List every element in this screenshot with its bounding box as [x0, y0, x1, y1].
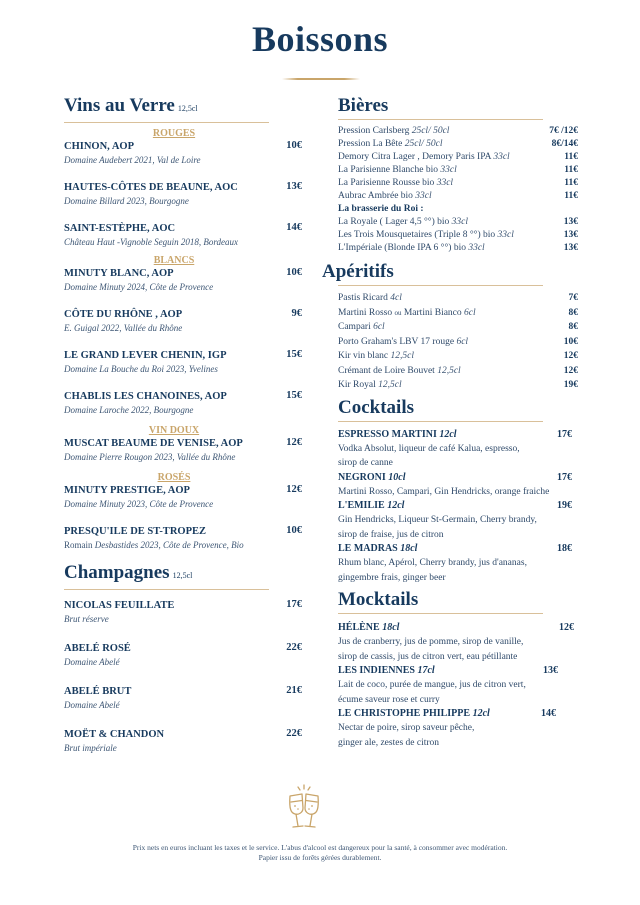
cocktail-item [338, 542, 578, 585]
wine-price: 15€ [286, 349, 302, 360]
mocktail-title [338, 664, 578, 678]
champagne-item [64, 685, 304, 712]
wine-desc: Château Haut -Vignoble Seguin 2018, Bordeaux [64, 237, 238, 247]
wine-desc: Domaine La Bouche du Roi 2023, Yvelines [64, 364, 218, 374]
champagne-item [64, 642, 304, 669]
aperitif-price: 19€ [563, 380, 578, 390]
wine-desc: Domaine Billard 2023, Bourgogne [64, 196, 189, 206]
brasserie-heading: La brasserie du Roi : [338, 204, 424, 214]
aperitif-name: Pastis Ricard [338, 293, 391, 303]
champagnes-unit: 12,5cl [172, 571, 193, 580]
biere-volume: 33cl [440, 165, 457, 175]
aperitif-volume: 6cl [373, 322, 385, 332]
footer-legal: Prix nets en euros incluant les taxes et le service. L'abus d'alcool est dangereux pour la santé, à consommer avec modération. [132, 843, 508, 852]
wine-name: MUSCAT BEAUME DE VENISE, AOP [64, 438, 243, 449]
aperitif-volume: 12,5cl [437, 365, 461, 376]
biere-row [338, 229, 578, 242]
wine-item [64, 222, 304, 249]
mocktail-volume: 18cl [382, 622, 400, 633]
aperitif-name: Kir vin blanc [338, 351, 391, 361]
page-title: Boissons [251, 19, 389, 59]
biere-row [338, 125, 578, 138]
champagne-name: NICOLAS FEUILLATE [64, 600, 175, 611]
aperitif-volume: 12,5cl [390, 351, 414, 361]
mocktail-price: 14€ [541, 708, 556, 719]
wine-name: CHABLIS LES CHANOINES, AOP [64, 391, 227, 402]
bieres-section [322, 95, 578, 255]
rouges-list [64, 140, 304, 249]
biere-price: 11€ [564, 165, 578, 175]
aperitif-price: 10€ [563, 336, 578, 347]
wine-item [64, 437, 304, 464]
cocktail-price: 17€ [557, 428, 572, 440]
aperitif-name: Kir Royal [338, 380, 379, 390]
doux-heading: VIN DOUX [148, 425, 200, 436]
biere-row [338, 151, 578, 164]
wine-item [64, 525, 304, 552]
mocktail-desc: Lait de coco, purée de mangue, jus de citron vert, [338, 680, 526, 690]
biere-volume: 33cl [415, 191, 432, 201]
biere-price: 13€ [563, 230, 578, 240]
cocktail-name: NEGRONI [338, 471, 389, 483]
champagne-desc: Brut impériale [64, 743, 117, 753]
footer-paper: Papier issu de forêts gérées durablement. [258, 853, 382, 862]
vins-divider [64, 122, 269, 123]
biere-volume: 33cl [497, 230, 514, 240]
aperitif-name: Porto Graham's LBV 17 rouge [338, 336, 457, 347]
cocktail-name: ESPRESSO MARTINI [338, 428, 440, 440]
wine-item [64, 140, 304, 167]
rouges-heading: ROUGES [152, 128, 196, 139]
biere-volume: 25cl/ 50cl [411, 126, 450, 136]
biere-price: 11€ [564, 178, 578, 188]
cocktails-divider [338, 421, 543, 422]
mocktail-desc: ginger ale, zestes de citron [338, 737, 440, 748]
aperitifs-divider [338, 285, 543, 286]
champagnes-title [64, 562, 304, 587]
biere-row [338, 177, 578, 190]
cocktail-title [338, 471, 578, 485]
aperitif-row [338, 291, 578, 306]
mocktail-name: LE CHRISTOPHE PHILIPPE [338, 708, 473, 719]
biere-name: Aubrac Ambrée bio [338, 191, 416, 201]
cocktail-name: L'EMILIE [338, 500, 388, 511]
champagne-item [64, 599, 304, 626]
aperitifs-list [322, 291, 578, 393]
cocktail-item [338, 499, 578, 542]
biere-name: L'Impériale (Blonde IPA 6 °°) bio [338, 243, 469, 253]
biere-volume: 33cl [493, 152, 510, 162]
bieres-title: Bières [338, 95, 389, 116]
cocktail-desc: Martini Rosso, Campari, Gin Hendricks, orange fraiche [338, 486, 550, 497]
cocktail-price: 17€ [557, 471, 572, 483]
champagne-item [64, 728, 304, 755]
vins-unit: 12,5cl [177, 104, 198, 113]
cocktail-title [338, 428, 578, 442]
wine-item [64, 349, 304, 376]
aperitif-name: Crémant de Loire Bouvet [338, 365, 438, 376]
cocktail-desc: sirop de fraise, jus de citron [338, 529, 444, 540]
wine-desc: Domaine Laroche 2022, Bourgogne [64, 405, 194, 415]
biere-name: La Royale ( Lager 4,5 °°) bio [338, 217, 452, 227]
wine-item [64, 267, 304, 294]
footer [0, 843, 640, 863]
bieres-divider [338, 119, 543, 120]
mocktails-section [322, 589, 578, 750]
biere-row [338, 216, 578, 229]
champagne-desc: Domaine Abelé [64, 700, 120, 710]
biere-volume: 33cl [468, 243, 485, 253]
aperitif-price: 12€ [563, 351, 578, 361]
champagne-name: MOËT & CHANDON [64, 729, 165, 740]
left-column [64, 95, 304, 771]
mocktail-desc: Nectar de poire, sirop saveur pêche, [338, 723, 475, 733]
champagnes-section [64, 562, 304, 755]
wine-desc-plain: Romain [64, 540, 95, 550]
cocktail-volume: 12cl [439, 428, 457, 440]
aperitif-row [338, 349, 578, 364]
champagne-name: ABELÉ BRUT [64, 686, 132, 697]
champagne-name: ABELÉ ROSÉ [64, 643, 131, 654]
aperitif-row [338, 320, 578, 335]
title-divider [282, 78, 360, 80]
mocktail-price: 13€ [543, 665, 558, 676]
mocktails-divider [338, 613, 543, 614]
mocktail-desc: écume saveur rose et curry [338, 694, 440, 705]
biere-price: 13€ [563, 243, 578, 253]
aperitif-volume: 4cl [390, 293, 402, 303]
biere-row [338, 242, 578, 255]
wine-price: 10€ [286, 140, 302, 151]
biere-row [338, 164, 578, 177]
wine-desc: Domaine Minuty 2024, Côte de Provence [64, 282, 214, 292]
wine-desc: Domaine Pierre Rougon 2023, Vallée du Rhône [64, 452, 236, 462]
aperitifs-title: Apéritifs [322, 261, 394, 282]
cocktail-price: 18€ [557, 543, 572, 554]
wine-name: CÔTE DU RHÔNE , AOP [64, 309, 183, 320]
wine-price: 10€ [286, 267, 302, 278]
mocktail-title [338, 707, 578, 721]
wine-name: PRESQU'ILE DE ST-TROPEZ [64, 526, 206, 537]
cocktail-price: 19€ [557, 500, 572, 511]
wine-price: 14€ [286, 222, 302, 233]
cocktail-desc: gingembre frais, ginger beer [338, 572, 446, 583]
biere-price: 11€ [564, 152, 578, 162]
wine-name: LE GRAND LEVER CHENIN, IGP [64, 350, 227, 361]
wine-price: 10€ [286, 525, 302, 536]
mocktail-desc: sirop de cassis, jus de citron vert, eau pétillante [338, 651, 518, 662]
biere-volume: 33cl [451, 217, 469, 227]
cocktail-volume: 12cl [387, 500, 405, 511]
wine-name: MINUTY PRESTIGE, AOP [64, 485, 190, 496]
wine-desc-italic: Desbastides 2023, Côte de Provence, Bio [94, 540, 244, 550]
mocktails-title: Mocktails [338, 589, 419, 610]
biere-name: La Parisienne Blanche bio [338, 165, 441, 175]
cocktail-item [338, 428, 578, 471]
wine-item [64, 390, 304, 417]
cocktails-section [322, 397, 578, 586]
wine-item [64, 181, 304, 208]
biere-volume: 33cl [436, 178, 454, 188]
vins-title [64, 95, 304, 120]
wine-name: MINUTY BLANC, AOP [64, 268, 174, 279]
champagne-price: 21€ [286, 685, 302, 696]
mocktail-title [338, 621, 578, 635]
cocktail-desc: sirop de canne [338, 458, 393, 468]
aperitif-row [338, 364, 578, 379]
aperitif-volume: 12,5cl [378, 380, 402, 390]
champagnes-divider [64, 589, 269, 590]
biere-price: 11€ [564, 191, 578, 201]
aperitif-or: ou [394, 308, 402, 317]
biere-name: Pression Carlsberg [338, 126, 412, 136]
aperitif-price: 8€ [568, 307, 578, 318]
aperitif-price: 7€ [568, 293, 578, 303]
blancs-heading: BLANCS [153, 255, 195, 266]
wine-item [64, 308, 304, 335]
champagne-price: 17€ [286, 599, 302, 610]
mocktail-item [338, 707, 578, 750]
champagne-price: 22€ [286, 642, 302, 653]
aperitif-row [338, 306, 578, 321]
biere-name: Les Trois Mousquetaires (Triple 8 °°) bio [338, 230, 498, 240]
cocktail-volume: 18cl [400, 543, 418, 554]
biere-row [338, 190, 578, 203]
wine-price: 12€ [286, 437, 302, 448]
mocktail-volume: 12cl [472, 708, 490, 719]
cocktail-desc: Vodka Absolut, liqueur de café Kalua, espresso, [338, 443, 520, 454]
champagne-price: 22€ [286, 728, 302, 739]
wine-item [64, 484, 304, 511]
right-column [322, 95, 578, 750]
cocktail-volume: 10cl [388, 471, 406, 483]
aperitif-volume: 6cl [456, 336, 469, 347]
wine-price: 12€ [286, 484, 302, 495]
biere-name: Demory Citra Lager , Demory Paris IPA [338, 152, 494, 162]
champagne-glasses-icon [276, 782, 332, 834]
blancs-list [64, 267, 304, 417]
aperitif-name-2: Martini Bianco [401, 307, 465, 318]
biere-price: 7€ /12€ [549, 126, 578, 136]
cocktail-item [338, 471, 578, 500]
aperitif-name: Campari [338, 322, 374, 332]
biere-name: Pression La Bête [338, 139, 405, 149]
cocktails-title: Cocktails [338, 396, 414, 418]
mocktail-price: 12€ [559, 622, 574, 633]
biere-row [338, 138, 578, 151]
cocktail-desc: Gin Hendricks, Liqueur St-Germain, Cherry brandy, [338, 515, 537, 525]
roses-heading: ROSÉS [157, 472, 191, 483]
biere-price: 8€/14€ [551, 139, 578, 149]
mocktail-name: HÉLÈNE [338, 622, 383, 633]
wine-desc: E. Guigal 2022, Vallée du Rhône [64, 323, 183, 333]
aperitif-row [338, 378, 578, 393]
aperitifs-section [322, 261, 578, 393]
aperitif-price: 8€ [568, 322, 578, 332]
aperitif-volume: 6cl [464, 307, 476, 318]
biere-volume: 25cl/ 50cl [404, 139, 443, 149]
champagne-desc: Brut réserve [64, 614, 109, 624]
wine-desc: Domaine Audebert 2021, Val de Loire [64, 155, 201, 165]
wine-price: 9€ [291, 308, 302, 319]
mocktail-name: LES INDIENNES [338, 665, 418, 676]
biere-name: La Parisienne Rousse bio [338, 178, 437, 188]
mocktail-item [338, 621, 578, 664]
vins-title-text: Vins au Verre [64, 95, 175, 116]
cocktail-title [338, 499, 578, 513]
cocktail-name: LE MADRAS [338, 543, 401, 554]
wine-desc: Domaine Minuty 2023, Côte de Provence [64, 499, 214, 509]
mocktail-desc: Jus de cranberry, jus de pomme, sirop de vanille, [338, 637, 524, 647]
champagne-desc: Domaine Abelé [64, 657, 120, 667]
wine-price: 15€ [286, 390, 302, 401]
biere-price: 13€ [563, 217, 578, 227]
mocktail-item [338, 664, 578, 707]
wine-name: SAINT-ESTÈPHE, AOC [64, 223, 176, 234]
cocktail-title [338, 542, 578, 556]
wine-name: CHINON, AOP [64, 141, 135, 152]
champagnes-title-text: Champagnes [64, 562, 170, 583]
aperitif-name: Martini Rosso [338, 307, 395, 318]
wine-desc [64, 539, 304, 552]
aperitif-row [338, 335, 578, 350]
wine-price: 13€ [286, 181, 302, 192]
cocktail-desc: Rhum blanc, Apérol, Cherry brandy, jus d'ananas, [338, 558, 527, 568]
aperitif-price: 12€ [563, 365, 578, 376]
mocktail-volume: 17cl [417, 665, 435, 676]
wine-name: HAUTES-CÔTES DE BEAUNE, AOC [64, 182, 238, 193]
